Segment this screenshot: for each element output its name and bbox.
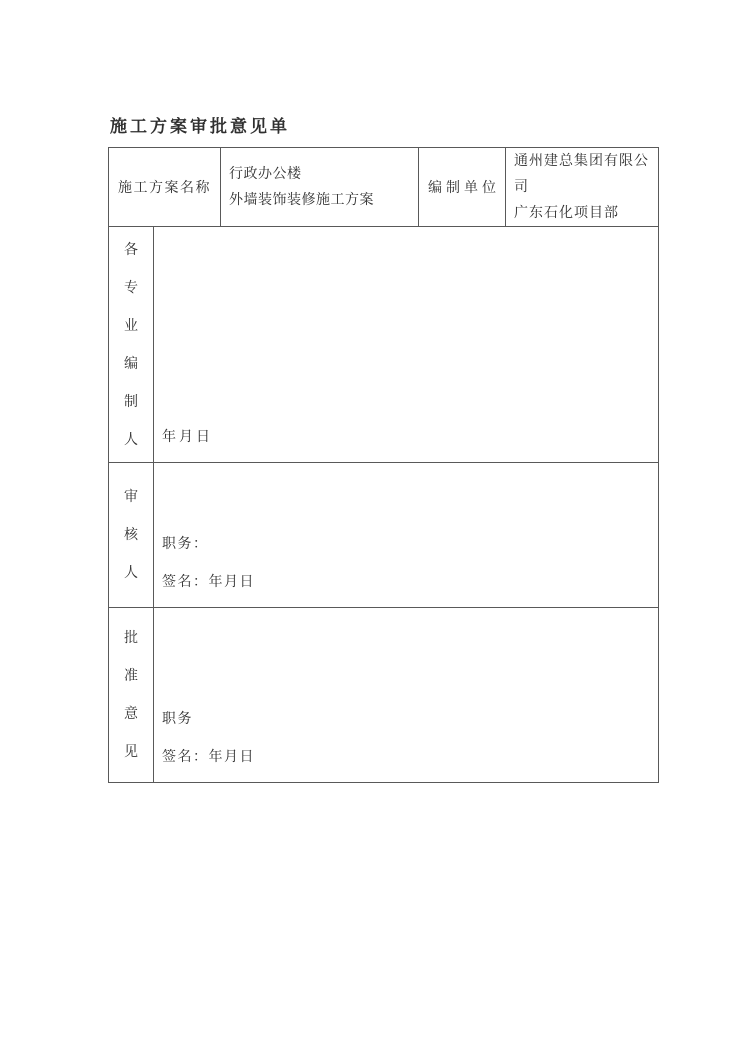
plan-name-value (221, 148, 419, 227)
compiling-unit-value-line-1: 通州建总集团有限公司 (514, 153, 649, 195)
plan-name-value-line-1: 行政办公楼 (229, 166, 302, 182)
compilers-date-line: 年月日 (162, 429, 213, 445)
reviewer-content-cell (154, 463, 659, 608)
plan-name-value-line-2: 外墙装饰装修施工方案 (229, 192, 374, 208)
compiling-unit-label: 编制单位 (419, 148, 506, 227)
section-row-approval (109, 608, 659, 783)
compilers-vertical-label: 各专业编制人 (109, 227, 154, 463)
approval-content-cell (154, 608, 659, 783)
header-row (109, 148, 659, 227)
section-row-compilers (109, 227, 659, 463)
compiling-unit-value (506, 148, 659, 227)
section-row-reviewer (109, 463, 659, 608)
compiling-unit-value-line-2: 广东石化项目部 (514, 205, 619, 221)
plan-name-label: 施工方案名称 (109, 148, 221, 227)
approval-signature-line: 签名：年月日 (162, 749, 255, 765)
approval-position-line: 职务 (162, 711, 193, 727)
reviewer-vertical-label: 审核人 (109, 463, 154, 608)
compilers-content-cell (154, 227, 659, 463)
approval-form-table (108, 147, 659, 783)
page-title: 施工方案审批意见单 (110, 117, 290, 137)
reviewer-signature-line: 签名：年月日 (162, 574, 255, 590)
reviewer-position-line: 职务： (162, 536, 209, 552)
approval-vertical-label: 批准意见 (109, 608, 154, 783)
